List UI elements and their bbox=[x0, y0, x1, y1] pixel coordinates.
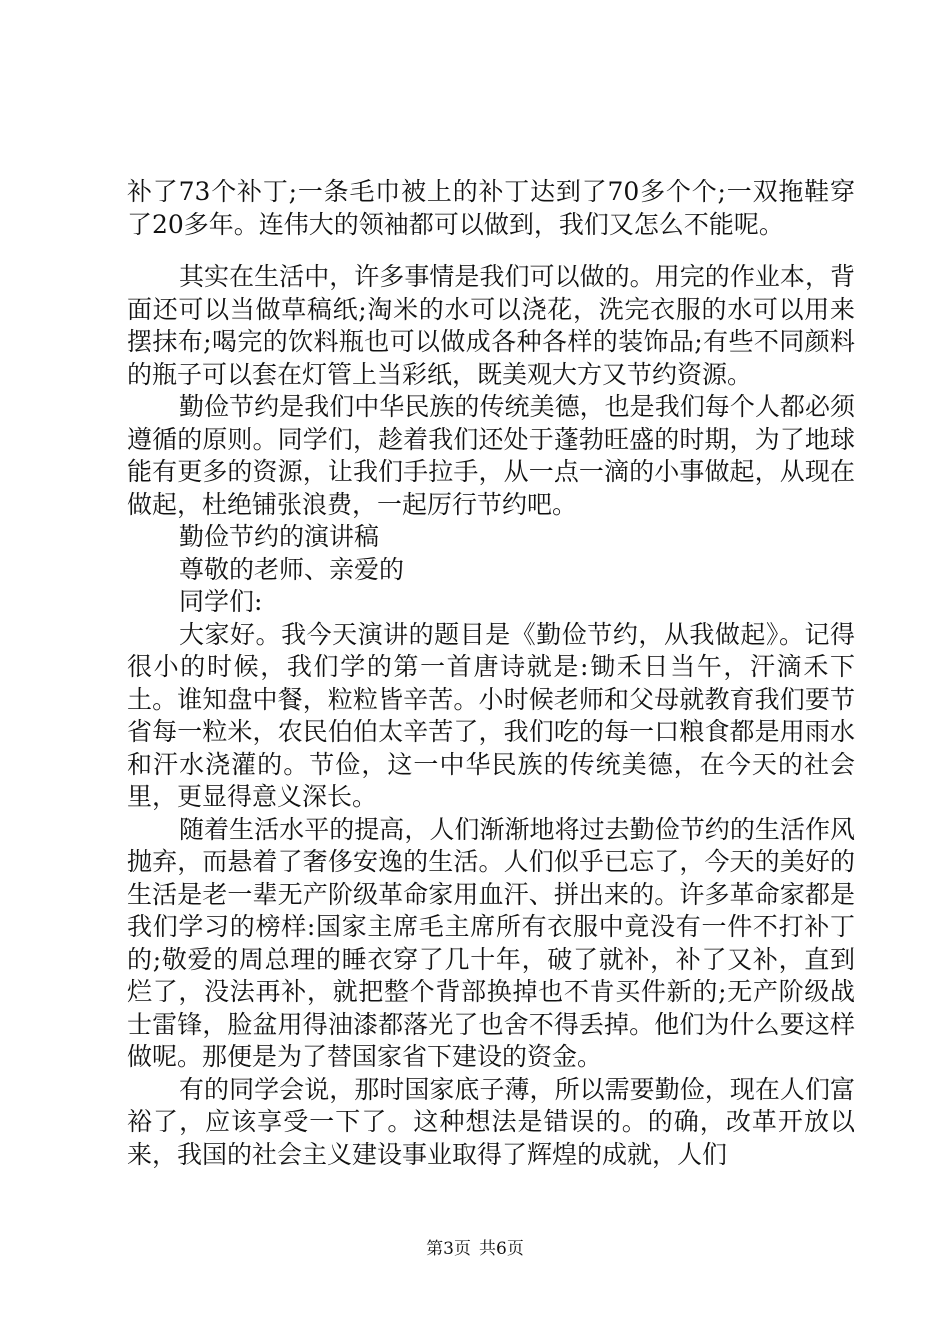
paragraph-1: 补了73个补丁;一条毛巾被上的补丁达到了70多个个;一双拖鞋穿了20多年。连伟大的领袖都可以做到，我们又怎么不能呢。 bbox=[127, 177, 855, 239]
paragraph-3: 勤俭节约是我们中华民族的传统美德，也是我们每个人都必须遵循的原则。同学们，趁着我们还处于蓬勃旺盛的时期，为了地球能有更多的资源，让我们手拉手，从一点一滴的小事做起，从现在做起，杜绝铺张浪费，一起厉行节约吧。 bbox=[127, 392, 855, 519]
paragraph-2: 其实在生活中，许多事情是我们可以做的。用完的作业本，背面还可以当做草稿纸;淘米的水可以浇花，洗完衣服的水可以用来摆抹布;喝完的饮料瓶也可以做成各种各样的装饰品;有些不同颜料的瓶子可以套在灯管上当彩纸，既美观大方又节约资源。 bbox=[127, 262, 855, 389]
speech-title: 勤俭节约的演讲稿 bbox=[179, 522, 380, 551]
page-total: 共6页 bbox=[479, 1239, 524, 1259]
document-body bbox=[127, 176, 855, 1171]
paragraph-4: 大家好。我今天演讲的题目是《勤俭节约，从我做起》。记得很小的时候，我们学的第一首唐诗就是:锄禾日当午，汗滴禾下土。谁知盘中餐，粒粒皆辛苦。小时候老师和父母就教育我们要节省每一粒米，农民伯伯太辛苦了，我们吃的每一口粮食都是用雨水和汗水浇灌的。节俭，这一中华民族的传统美德，在今天的社会里，更显得意义深长。 bbox=[127, 619, 855, 811]
paragraph-6: 有的同学会说，那时国家底子薄，所以需要勤俭，现在人们富裕了，应该享受一下了。这种想法是错误的。的确，改革开放以来，我国的社会主义建设事业取得了辉煌的成就，人们 bbox=[127, 1074, 855, 1169]
salutation-1: 尊敬的老师、亲爱的 bbox=[179, 554, 405, 584]
paragraph-5: 随着生活水平的提高，人们渐渐地将过去勤俭节约的生活作风抛弃，而悬着了奢侈安逸的生活。人们似乎已忘了，今天的美好的生活是老一辈无产阶级革命家用血汗、拼出来的。许多革命家都是我们学习的榜样:国家主席毛主席所有衣服中竟没有一件不打补丁的;敬爱的周总理的睡衣穿了几十年，破了就补，补了又补，直到烂了，没法再补，就把整个背部换掉也不肯买件新的;无产阶级战士雷锋，脸盆用得油漆都落光了也舍不得丢掉。他们为什么要这样做呢。那便是为了替国家省下建设的资金。 bbox=[127, 814, 855, 1071]
page-footer bbox=[0, 1238, 950, 1260]
page-number: 第3页 bbox=[426, 1239, 471, 1259]
salutation-2: 同学们: bbox=[179, 587, 263, 616]
